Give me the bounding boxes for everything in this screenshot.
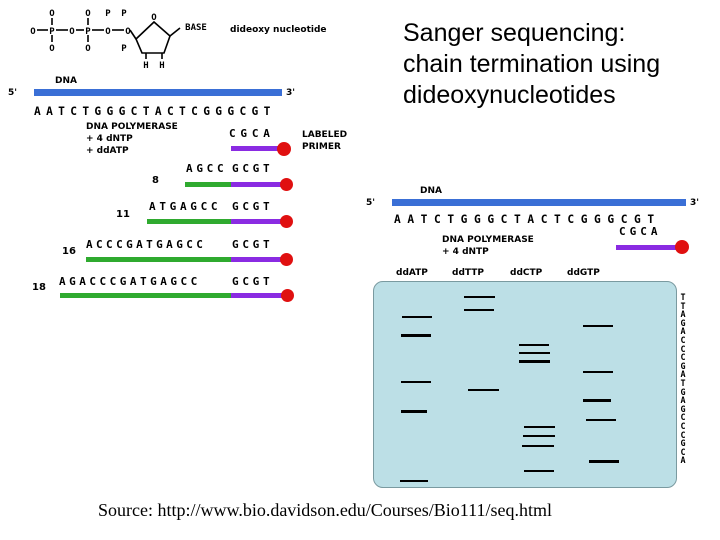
dntp-label: + 4 dNTP <box>442 247 489 257</box>
ddatp-label: + ddATP <box>86 146 129 156</box>
oxygen-label: O <box>30 27 36 37</box>
gel-band <box>522 445 554 447</box>
five-prime-label: 5' <box>8 88 18 98</box>
fragment-label-dot <box>280 178 293 191</box>
fragment-primer-sequence: GCGT <box>232 162 274 175</box>
gel-band <box>519 352 550 354</box>
gel-band <box>464 309 494 311</box>
left-panel <box>0 0 370 320</box>
read-sequence-column: T T A G A C C C G A T G A G C C C G C A <box>680 292 686 466</box>
fragment-label-dot <box>281 289 294 302</box>
fragment-primer-sequence: GCGT <box>232 275 274 288</box>
phosphorus-label: P <box>105 9 111 19</box>
slide-title: Sanger sequencing: chain termination using dideoxynucleotides <box>403 19 661 109</box>
phosphorus-label: P <box>121 44 127 54</box>
lane-label-ddttp: ddTTP <box>452 268 484 278</box>
fragment-extension-sequence: ACCCGATGAGCC <box>86 238 207 251</box>
sequencing-gel <box>373 281 677 488</box>
fragment-label-dot <box>280 215 293 228</box>
five-prime-label: 5' <box>366 198 376 208</box>
gel-band <box>519 360 550 363</box>
fragment-extension-sequence: AGCC <box>186 162 228 175</box>
fragment-extension <box>86 257 231 262</box>
gel-band <box>524 470 554 472</box>
fragment-extension <box>185 182 231 187</box>
oxygen-label: O <box>85 44 91 54</box>
gel-band <box>401 334 431 337</box>
gel-band <box>519 344 549 346</box>
dna-template-strand <box>34 89 282 96</box>
lane-label-ddctp: ddCTP <box>510 268 543 278</box>
fragment-primer-sequence: GCGT <box>232 238 274 251</box>
hydrogen-label: H <box>159 61 165 71</box>
oxygen-label: O <box>49 9 55 19</box>
fragment-extension-sequence: AGACCCGATGAGCC <box>59 275 201 288</box>
oxygen-label: O <box>105 27 111 37</box>
oxygen-label: O <box>85 9 91 19</box>
primer-sequence: CGCA <box>229 127 275 140</box>
primer-sequence: CGCA <box>619 225 662 238</box>
gel-band <box>583 371 613 373</box>
lane-label-ddatp: ddATP <box>396 268 428 278</box>
oxygen-label: O <box>125 27 131 37</box>
fragment-extension-sequence: ATGAGCC <box>149 200 222 213</box>
primer-label-dot <box>675 240 689 254</box>
gel-band <box>402 316 432 318</box>
fragment-primer-sequence: GCGT <box>232 200 274 213</box>
primer-label-dot <box>277 142 291 156</box>
gel-band <box>589 460 619 463</box>
base-label: BASE <box>185 23 207 33</box>
gel-band <box>401 410 427 413</box>
fragment-length-label: 16 <box>62 246 76 257</box>
dna-label: DNA <box>420 186 442 196</box>
labeled-primer <box>616 245 678 250</box>
dna-template-strand <box>392 199 686 206</box>
lane-label-ddgtp: ddGTP <box>567 268 600 278</box>
dna-polymerase-label: DNA POLYMERASE <box>442 235 534 245</box>
phosphorus-label: P <box>85 27 91 37</box>
hydrogen-label: H <box>143 61 149 71</box>
gel-band <box>524 426 555 428</box>
template-sequence: AATCTGGGCTACTCGGGCGT <box>34 105 276 118</box>
fragment-primer <box>231 182 283 187</box>
gel-band <box>586 419 616 421</box>
dntp-label: + 4 dNTP <box>86 134 133 144</box>
gel-band <box>583 399 611 402</box>
source-caption: Source: http://www.bio.davidson.edu/Courses/Bio111/seq.html <box>98 500 552 520</box>
ring-oxygen-label: O <box>151 13 157 23</box>
fragment-length-label: 8 <box>152 175 159 186</box>
fragment-primer <box>231 293 283 298</box>
dideoxy-nucleotide-structure <box>28 6 218 72</box>
dna-polymerase-label: DNA POLYMERASE <box>86 122 178 132</box>
dna-label: DNA <box>55 76 77 86</box>
fragment-length-label: 18 <box>32 282 46 293</box>
labeled-primer-caption: LABELED PRIMER <box>302 130 348 152</box>
gel-band <box>523 435 555 437</box>
fragment-extension <box>147 219 231 224</box>
gel-band <box>400 480 428 482</box>
labeled-primer <box>231 146 283 151</box>
fragment-extension <box>60 293 231 298</box>
fragment-label-dot <box>280 253 293 266</box>
phosphorus-label: P <box>49 27 55 37</box>
fragment-length-label: 11 <box>116 209 130 220</box>
template-sequence: AATCTGGGCTACTCGGGCGT <box>394 213 661 226</box>
three-prime-label: 3' <box>690 198 700 208</box>
gel-band <box>401 381 431 383</box>
dideoxy-nucleotide-caption: dideoxy nucleotide <box>230 25 327 35</box>
fragment-primer <box>231 219 283 224</box>
three-prime-label: 3' <box>286 88 296 98</box>
oxygen-label: O <box>69 27 75 37</box>
fragment-primer <box>231 257 283 262</box>
oxygen-label: O <box>49 44 55 54</box>
gel-band <box>468 389 499 391</box>
gel-band <box>583 325 613 327</box>
gel-band <box>464 296 495 298</box>
phosphorus-label: P <box>121 9 127 19</box>
